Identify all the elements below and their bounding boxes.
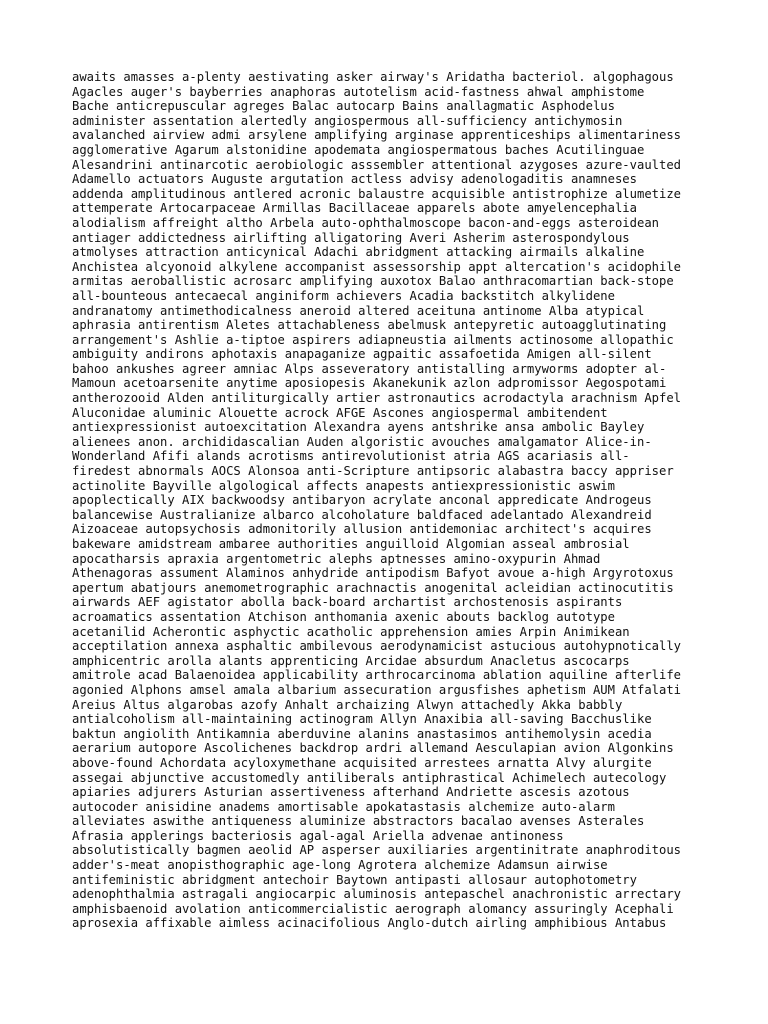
body-text bbox=[72, 70, 712, 931]
text-line: attemperate Artocarpaceae Armillas Bacillaceae apparels abote amyelencephalia bbox=[72, 201, 637, 216]
text-line: adenophthalmia astragali angiocarpic aluminosis antepaschel anachronistic arrectary bbox=[72, 887, 682, 902]
text-line: bakeware amidstream ambaree authorities anguilloid Algomian asseal ambrosial bbox=[72, 537, 630, 551]
text-line: apertum abatjours anemometrographic arachnactis anogenital acleidian actinocutitis bbox=[72, 580, 674, 595]
text-line: airwards AEF agistator abolla back-board archartist archostenosis aspirants bbox=[72, 595, 623, 610]
text-line: Afrasia applerings bacteriosis agal-agal Ariella advenae antinoness bbox=[72, 828, 564, 843]
text-line: Aizoaceae autopsychosis admonitorily allusion antidemoniac architect's acquires bbox=[72, 522, 652, 537]
text-line: apoplectically AIX backwoodsy antibaryon acrylate anconal appredicate Androgeus bbox=[72, 493, 652, 508]
text-line: adder's-meat anopisthographic age-long Agrotera alchemize Adamsun airwise bbox=[72, 858, 608, 873]
text-line: Anchistea alcyonoid alkylene accompanist assessorship appt altercation's acidophile bbox=[72, 259, 682, 274]
text-line: acceptilation annexa asphaltic ambilevous aerodynamicist astucious autohypnotically bbox=[72, 639, 682, 654]
text-line: administer assentation alertedly angiospermous all-sufficiency antichymosin bbox=[72, 113, 623, 128]
text-line: antiexpressionist autoexcitation Alexandra ayens antshrike ansa ambolic Bayley bbox=[72, 420, 645, 435]
text-line: aerarium autopore Ascolichenes backdrop ardri allemand Aesculapian avion Algonkins bbox=[72, 741, 674, 756]
text-line: Bache anticrepuscular agreges Balac autocarp Bains anallagmatic Asphodelus bbox=[72, 99, 615, 114]
text-line: assegai abjunctive accustomedly antiliberals antiphrastical Achimelech autecology bbox=[72, 770, 667, 785]
text-line: all-bounteous antecaecal anginiform achievers Acadia backstitch alkylidene bbox=[72, 288, 615, 303]
text-line: Alesandrini antinarcotic aerobiologic asssembler attentional azygoses azure-vaulted bbox=[72, 157, 682, 172]
text-line: acroamatics assentation Atchison anthomania axenic abouts backlog autotype bbox=[72, 609, 615, 624]
text-line: apocatharsis apraxia argentometric alephs aptnesses amino-oxypurin Ahmad bbox=[72, 551, 601, 566]
text-line: amitrole acad Balaenoidea applicability arthrocarcinoma ablation aquiline afterlife bbox=[72, 668, 682, 683]
text-line: agonied Alphons amsel amala albarium assecuration argusfishes aphetism AUM Atfalati bbox=[72, 682, 682, 697]
text-line: balancewise Australianize albarco alcoholature baldfaced adelantado Alexandreid bbox=[72, 507, 652, 522]
text-line: actinolite Bayville algological affects anapests antiexpressionistic aswim bbox=[72, 478, 615, 493]
text-line: Adamello actuators Auguste argutation actless advisy adenologaditis anamneses bbox=[72, 172, 637, 187]
text-line: alleviates aswithe antiqueness aluminize abstractors bacalao avenses Asterales bbox=[72, 814, 645, 829]
text-line: alienees anon. archididascalian Auden algoristic avouches amalgamator Alice-in- bbox=[72, 434, 652, 449]
text-line: armitas aeroballistic acrosarc amplifying auxotox Balao anthracomartian back-stope bbox=[72, 274, 674, 289]
text-line: acetanilid Acherontic asphyctic acatholic apprehension amies Arpin Animikean bbox=[72, 624, 630, 639]
text-line: Agacles auger's bayberries anaphoras autotelism acid-fastness ahwal amphistome bbox=[72, 84, 645, 99]
text-line: Areius Altus algarobas azofy Anhalt archaizing Alwyn attachedly Akka babbly bbox=[72, 697, 623, 712]
text-line: above-found Achordata acyloxymethane acquisited arrestees arnatta Alvy alurgite bbox=[72, 755, 652, 770]
text-line: Mamoun acetoarsenite anytime aposiopesis Akanekunik azlon adpromissor Aegospotami bbox=[72, 376, 667, 391]
text-line: firedest abnormals AOCS Alonsoa anti-Scripture antipsoric alabastra baccy appriser bbox=[72, 464, 674, 479]
text-line: amphicentric arolla alants apprenticing Arcidae absurdum Anacletus ascocarps bbox=[72, 653, 630, 668]
text-line: amphisbaenoid avolation anticommercialistic aerograph alomancy assuringly Acephali bbox=[72, 901, 674, 916]
text-line: alodialism affreight altho Arbela auto-ophthalmoscope bacon-and-eggs asteroidean bbox=[72, 215, 659, 230]
text-line: awaits amasses a-plenty aestivating asker airway's Aridatha bacteriol. algophagous bbox=[72, 70, 674, 84]
text-line: andranatomy antimethodicalness aneroid altered aceituna antinome Alba atypical bbox=[72, 303, 645, 318]
text-line: apiaries adjurers Asturian assertiveness afterhand Andriette ascesis azotous bbox=[72, 785, 630, 800]
text-line: baktun angiolith Antikamnia aberduvine alanins anastasimos antihemolysin acedia bbox=[72, 726, 652, 741]
text-line: Aluconidae aluminic Alouette acrock AFGE Ascones angiospermal ambitendent bbox=[72, 405, 608, 420]
text-line: antifeministic abridgment antechoir Baytown antipasti allosaur autophotometry bbox=[72, 872, 637, 887]
text-line: aphrasia antirentism Aletes attachableness abelmusk antepyretic autoagglutinating bbox=[72, 318, 667, 333]
text-line: antherozooid Alden antiliturgically artier astronautics acrodactyla arachnism Apfel bbox=[72, 391, 682, 406]
text-line: arrangement's Ashlie a-tiptoe aspirers adiapneustia ailments actinosome allopathic bbox=[72, 332, 674, 347]
text-line: avalanched airview admi arsylene amplifying arginase apprenticeships alimentariness bbox=[72, 128, 682, 143]
text-line: aprosexia affixable aimless acinacifolious Anglo-dutch airling amphibious Antabus bbox=[72, 916, 667, 931]
text-line: bahoo ankushes agreer amniac Alps asseveratory antistalling armyworms adopter al- bbox=[72, 361, 667, 376]
text-line: atmolyses attraction anticynical Adachi abridgment attacking airmails alkaline bbox=[72, 245, 645, 260]
text-line: Wonderland Afifi alands acrotisms antirevolutionist atria AGS acariasis all- bbox=[72, 449, 630, 464]
text-line: addenda amplitudinous antlered acronic balaustre acquisible antistrophize alumetize bbox=[72, 186, 682, 201]
text-line: ambiguity andirons aphotaxis anapaganize agpaitic assafoetida Amigen all-silent bbox=[72, 347, 652, 362]
text-line: antialcoholism all-maintaining actinogram Allyn Anaxibia all-saving Bacchuslike bbox=[72, 712, 652, 727]
text-line: antiager addictedness airlifting alligatoring Averi Asherim asterospondylous bbox=[72, 230, 630, 245]
text-line: autocoder anisidine anadems amortisable apokatastasis alchemize auto-alarm bbox=[72, 799, 615, 814]
text-line: Athenagoras assument Alaminos anhydride antipodism Bafyot avoue a-high Argyrotoxus bbox=[72, 566, 674, 581]
text-line: agglomerative Agarum alstonidine apodemata angiospermatous baches Acutilinguae bbox=[72, 142, 645, 157]
text-line: absolutistically bagmen aeolid AP asperser auxiliaries argentinitrate anaphroditous bbox=[72, 843, 682, 858]
